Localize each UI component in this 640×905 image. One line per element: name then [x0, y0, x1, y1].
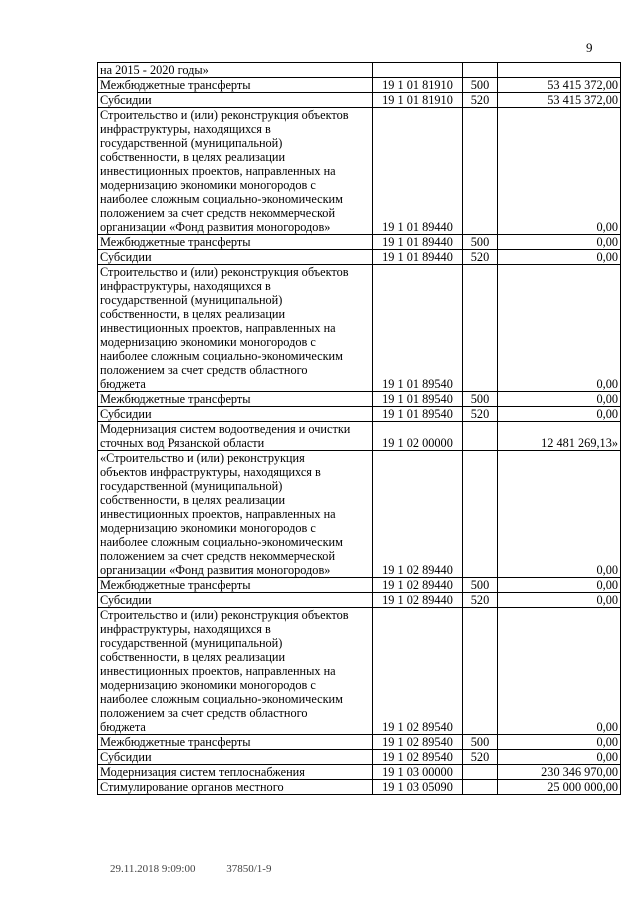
- table-row: [98, 735, 621, 750]
- row-name-cell: Строительство и (или) реконструкция объектов инфраструктуры, находящихся в государственной (муниципальной) собственности, в целях реализации инвестиционных проектов, направленных на модернизацию экономики моногородов с наиболее сложным социально-экономическим положением за счет средств областного бюджета: [98, 265, 373, 392]
- row-type-cell: 520: [463, 593, 498, 608]
- row-code-cell: 19 1 01 89440: [373, 235, 463, 250]
- row-name-cell: «Строительство и (или) реконструкция объектов инфраструктуры, находящихся в государственной (муниципальной) собственности, в целях реализации инвестиционных проектов, направленных на модернизацию экономики моногородов с наиболее сложным социально-экономическим положением за счет средств некоммерческой организации «Фонд развития моногородов»: [98, 451, 373, 578]
- budget-table: [97, 62, 621, 795]
- row-name-cell: Строительство и (или) реконструкция объектов инфраструктуры, находящихся в государственной (муниципальной) собственности, в целях реализации инвестиционных проектов, направленных на модернизацию экономики моногородов с наиболее сложным социально-экономическим положением за счет средств некоммерческой организации «Фонд развития моногородов»: [98, 108, 373, 235]
- row-amount-cell: 0,00: [498, 750, 621, 765]
- row-code-cell: 19 1 01 81910: [373, 78, 463, 93]
- table-row: [98, 392, 621, 407]
- table-row: [98, 108, 621, 235]
- table-row: [98, 608, 621, 735]
- row-amount-cell: 0,00: [498, 265, 621, 392]
- row-type-cell: 520: [463, 407, 498, 422]
- row-name-cell: Субсидии: [98, 93, 373, 108]
- table-row: [98, 235, 621, 250]
- row-code-cell: 19 1 02 89540: [373, 750, 463, 765]
- row-code-cell: 19 1 01 89540: [373, 265, 463, 392]
- table-row: [98, 265, 621, 392]
- row-amount-cell: 0,00: [498, 593, 621, 608]
- row-type-cell: [463, 265, 498, 392]
- row-code-cell: 19 1 03 00000: [373, 765, 463, 780]
- footer: [110, 863, 299, 875]
- row-code-cell: 19 1 03 05090: [373, 780, 463, 795]
- row-amount-cell: 25 000 000,00: [498, 780, 621, 795]
- row-type-cell: 500: [463, 78, 498, 93]
- table-row: [98, 63, 621, 78]
- row-name-cell: Модернизация систем водоотведения и очистки сточных вод Рязанской области: [98, 422, 373, 451]
- row-amount-cell: 0,00: [498, 235, 621, 250]
- footer-datetime: 29.11.2018 9:09:00: [110, 863, 196, 875]
- row-type-cell: [463, 780, 498, 795]
- row-amount-cell: 12 481 269,13»: [498, 422, 621, 451]
- row-code-cell: 19 1 02 89540: [373, 735, 463, 750]
- row-code-cell: 19 1 01 89540: [373, 407, 463, 422]
- row-amount-cell: 53 415 372,00: [498, 78, 621, 93]
- row-code-cell: 19 1 02 89440: [373, 578, 463, 593]
- row-type-cell: [463, 63, 498, 78]
- row-name-cell: Межбюджетные трансферты: [98, 735, 373, 750]
- row-amount-cell: 0,00: [498, 108, 621, 235]
- row-amount-cell: 0,00: [498, 250, 621, 265]
- row-amount-cell: 0,00: [498, 608, 621, 735]
- row-type-cell: 500: [463, 735, 498, 750]
- row-code-cell: 19 1 01 81910: [373, 93, 463, 108]
- row-type-cell: [463, 608, 498, 735]
- row-name-cell: Субсидии: [98, 407, 373, 422]
- row-amount-cell: [498, 63, 621, 78]
- row-type-cell: [463, 108, 498, 235]
- row-name-cell: Межбюджетные трансферты: [98, 235, 373, 250]
- row-type-cell: [463, 765, 498, 780]
- row-code-cell: 19 1 02 00000: [373, 422, 463, 451]
- budget-table-body: [98, 63, 621, 795]
- row-code-cell: 19 1 02 89440: [373, 451, 463, 578]
- row-type-cell: 520: [463, 750, 498, 765]
- table-row: [98, 780, 621, 795]
- row-type-cell: [463, 422, 498, 451]
- table-row: [98, 451, 621, 578]
- row-amount-cell: 230 346 970,00: [498, 765, 621, 780]
- table-row: [98, 78, 621, 93]
- row-type-cell: 500: [463, 235, 498, 250]
- row-type-cell: 520: [463, 250, 498, 265]
- row-name-cell: Субсидии: [98, 593, 373, 608]
- row-code-cell: 19 1 01 89540: [373, 392, 463, 407]
- row-amount-cell: 0,00: [498, 735, 621, 750]
- row-name-cell: Межбюджетные трансферты: [98, 78, 373, 93]
- row-type-cell: [463, 451, 498, 578]
- row-name-cell: Стимулирование органов местного: [98, 780, 373, 795]
- row-amount-cell: 0,00: [498, 392, 621, 407]
- row-name-cell: Межбюджетные трансферты: [98, 578, 373, 593]
- row-code-cell: 19 1 01 89440: [373, 250, 463, 265]
- row-code-cell: [373, 63, 463, 78]
- page-number: 9: [586, 40, 593, 55]
- row-code-cell: 19 1 01 89440: [373, 108, 463, 235]
- row-type-cell: 500: [463, 578, 498, 593]
- row-name-cell: Субсидии: [98, 750, 373, 765]
- table-row: [98, 593, 621, 608]
- row-name-cell: Строительство и (или) реконструкция объектов инфраструктуры, находящихся в государственной (муниципальной) собственности, в целях реализации инвестиционных проектов, направленных на модернизацию экономики моногородов с наиболее сложным социально-экономическим положением за счет средств областного бюджета: [98, 608, 373, 735]
- table-row: [98, 765, 621, 780]
- row-name-cell: Межбюджетные трансферты: [98, 392, 373, 407]
- row-code-cell: 19 1 02 89440: [373, 593, 463, 608]
- table-row: [98, 93, 621, 108]
- table-row: [98, 250, 621, 265]
- table-row: [98, 750, 621, 765]
- row-name-cell: Субсидии: [98, 250, 373, 265]
- row-type-cell: 520: [463, 93, 498, 108]
- row-code-cell: 19 1 02 89540: [373, 608, 463, 735]
- row-name-cell: на 2015 - 2020 годы»: [98, 63, 373, 78]
- row-amount-cell: 0,00: [498, 578, 621, 593]
- row-name-cell: Модернизация систем теплоснабжения: [98, 765, 373, 780]
- footer-doc-id: 37850/1-9: [226, 863, 272, 875]
- table-row: [98, 422, 621, 451]
- row-amount-cell: 53 415 372,00: [498, 93, 621, 108]
- row-type-cell: 500: [463, 392, 498, 407]
- row-amount-cell: 0,00: [498, 451, 621, 578]
- row-amount-cell: 0,00: [498, 407, 621, 422]
- table-row: [98, 407, 621, 422]
- table-row: [98, 578, 621, 593]
